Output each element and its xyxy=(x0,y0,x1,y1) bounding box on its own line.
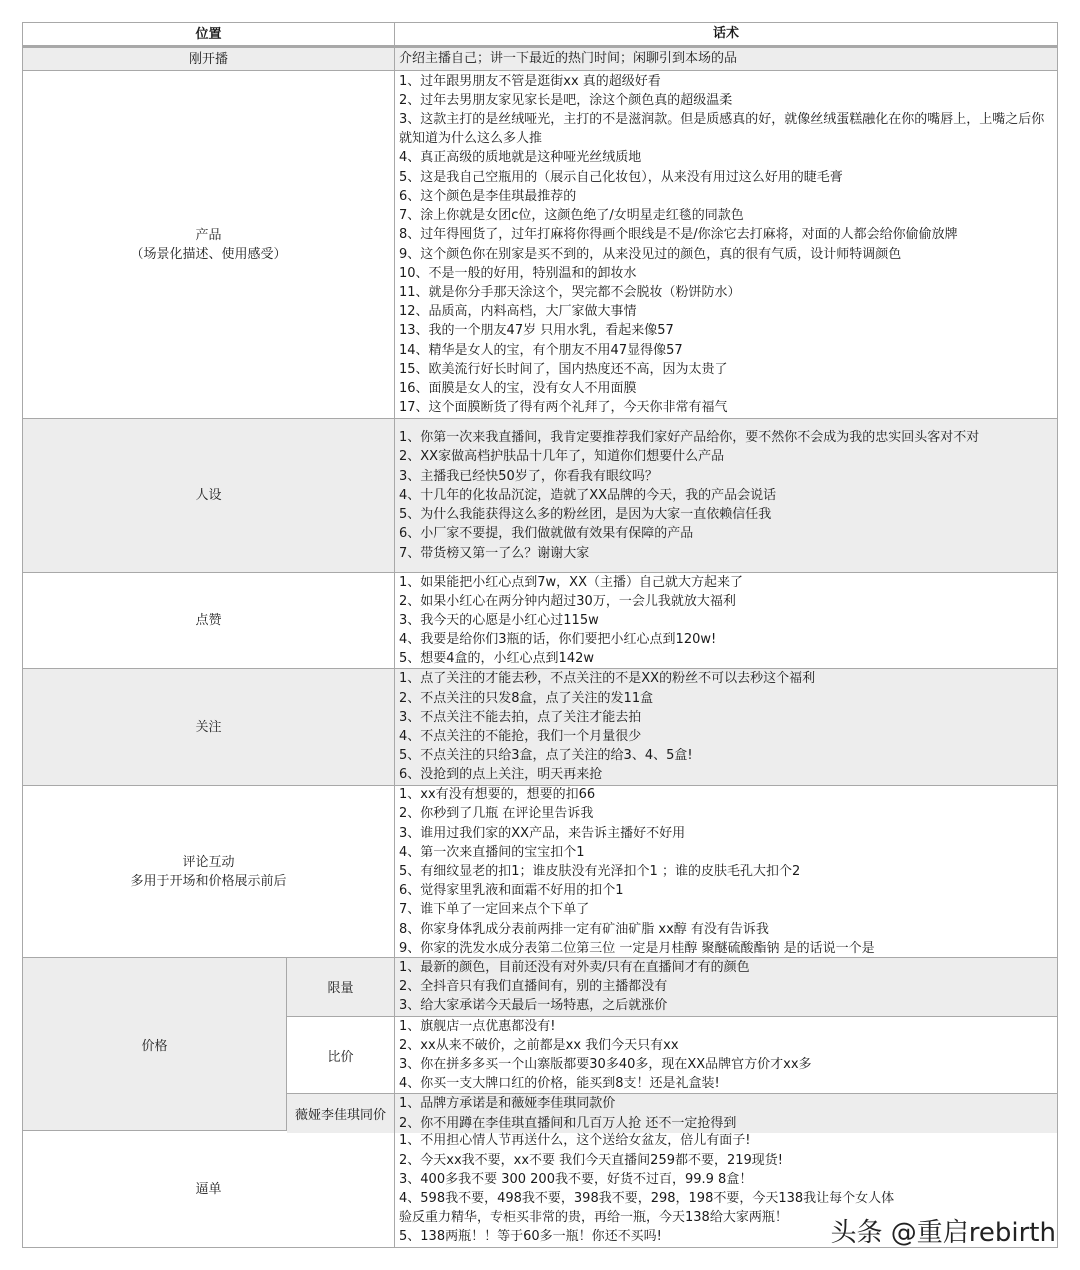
script-line: 4、我要是给你们3瓶的话，你们要把小红心点到120w! xyxy=(399,632,717,648)
category-label: 点赞 xyxy=(195,613,222,628)
subcategory-cell xyxy=(287,958,395,1016)
script-line: 7、带货榜又第一了么？谢谢大家 xyxy=(399,545,590,561)
script-cell xyxy=(395,669,1057,785)
script-line: 13、我的一个朋友47岁 只用水乳，看起来像57 xyxy=(399,323,674,339)
category-label: 逼单 xyxy=(195,1181,222,1197)
script-line: 1、如果能把小红心点到7w，XX（主播）自己就大方起来了 xyxy=(399,574,743,590)
script-line: 7、谁下单了一定回来点个下单了 xyxy=(399,902,590,918)
subcategory-label: 限量 xyxy=(327,981,354,997)
script-line: 9、你家的洗发水成分表第二位第三位 一定是月桂醇 聚醚硫酸酯钠 是的话说一个是 xyxy=(399,940,875,956)
script-line: 3、这款主打的是丝绒哑光，主打的不是滋润款。但是质感真的好，就像丝绒蛋糕融化在你的嘴唇上，上嘴之后你就知道为什么这么多人推 xyxy=(399,112,1045,147)
script-line: 1、你第一次来我直播间，我肯定要推荐我们家好产品给你，要不然你不会成为我的忠实回头客对不对 xyxy=(399,430,980,446)
script-line: 6、没抢到的点上关注，明天再来抢 xyxy=(399,767,603,783)
script-line: 2、xx从来不破价，之前都是xx 我们今天只有xx xyxy=(399,1037,679,1053)
script-line: 3、我今天的心愿是小红心过115w xyxy=(399,612,599,628)
script-cell xyxy=(395,786,1057,957)
script-line: 3、给大家承诺今天最后一场特惠，之后就涨价 xyxy=(399,998,668,1014)
script-line: 介绍主播自己；讲一下最近的热门时间；闲聊引到本场的品 xyxy=(399,51,738,67)
table-row-product xyxy=(23,70,1057,418)
price-subrows xyxy=(287,958,1057,1130)
script-line: 2、今天xx我不要，xx不要 我们今天直播间259都不要，219现货! xyxy=(399,1152,784,1168)
script-line: 11、就是你分手那天涂这个，哭完都不会脱妆（粉饼防水） xyxy=(399,284,741,300)
subrow-same-price xyxy=(287,1093,1057,1132)
script-line: 5、为什么我能获得这么多的粉丝团，是因为大家一直依赖信任我 xyxy=(399,507,772,523)
subcategory-label: 比价 xyxy=(327,1049,354,1065)
script-line: 5、这是我自己空瓶用的（展示自己化妆包），从来没有用过这么好用的睫毛膏 xyxy=(399,169,843,185)
subcategory-cell xyxy=(287,1094,395,1132)
script-cell xyxy=(395,1017,1057,1094)
category-cell xyxy=(23,419,395,572)
script-line: 2、不点关注的只发8盒，点了关注的发11盒 xyxy=(399,690,654,706)
script-line: 1、不用担心情人节再送什么，这个送给女盆友，倍儿有面子! xyxy=(399,1133,751,1149)
script-line: 3、你在拼多多买一个山寨版都要30多40多，现在XX品牌官方价才xx多 xyxy=(399,1057,812,1073)
script-cell xyxy=(395,48,1057,70)
table-row-likes xyxy=(23,572,1057,668)
header-position: 位置 xyxy=(23,23,395,45)
script-line: 15、欧美流行好长时间了，国内热度还不高，因为太贵了 xyxy=(399,361,728,377)
subrow-limited xyxy=(287,958,1057,1016)
script-line: 4、真正高级的质地就是这种哑光丝绒质地 xyxy=(399,150,642,166)
script-line: 4、你买一支大牌口红的价格，能买到8支！还是礼盒装! xyxy=(399,1076,720,1092)
script-line: 1、过年跟男朋友不管是逛街xx 真的超级好看 xyxy=(399,73,661,89)
table-row-comment-interaction xyxy=(23,785,1057,957)
category-subtitle: 多用于开场和价格展示前后 xyxy=(130,873,287,889)
script-line: 6、这个颜色是李佳琪最推荐的 xyxy=(399,188,577,204)
script-line: 4、第一次来直播间的宝宝扣个1 xyxy=(399,844,585,860)
script-line: 8、你家身体乳成分表前两排一定有矿油矿脂 xx醇 有没有告诉我 xyxy=(399,921,769,937)
script-line: 16、面膜是女人的宝，没有女人不用面膜 xyxy=(399,380,637,396)
script-line: 14、精华是女人的宝，有个朋友不用47显得像57 xyxy=(399,342,683,358)
script-line: 12、品质高，内料高档，大厂家做大事情 xyxy=(399,304,637,320)
category-label: 产品 xyxy=(195,227,222,243)
script-line: 4、598我不要，498我不要，398我不要，298，198不要，今天138我让每个女人体验反重力精华，专柜买非常的贵，再给一瓶，今天138给大家两瓶！ xyxy=(399,1191,895,1226)
header-script: 话术 xyxy=(712,26,739,42)
script-line: 2、过年去男朋友家见家长是吧，涂这个颜色真的超级温柔 xyxy=(399,92,733,108)
category-subtitle: （场景化描述、使用感受） xyxy=(130,246,287,262)
script-line: 1、旗舰店一点优惠都没有! xyxy=(399,1018,556,1034)
script-line: 5、138两瓶！！等于60多一瓶！你还不买吗! xyxy=(399,1229,662,1245)
script-line: 6、小厂家不要提，我们做就做有效果有保障的产品 xyxy=(399,526,694,542)
subrow-price-compare xyxy=(287,1016,1057,1094)
script-line: 6、觉得家里乳液和面霜不好用的扣个1 xyxy=(399,883,624,899)
category-cell xyxy=(23,958,287,1130)
subcategory-label: 薇娅李佳琪同价 xyxy=(294,1108,386,1124)
script-line: 1、最新的颜色，目前还没有对外卖/只有在直播间才有的颜色 xyxy=(399,960,750,975)
script-line: 2、全抖音只有我们直播间有，别的主播都没有 xyxy=(399,979,668,995)
script-line: 1、品牌方承诺是和薇娅李佳琪同款价 xyxy=(399,1096,616,1112)
script-line: 2、如果小红心在两分钟内超过30万，一会儿我就放大福利 xyxy=(399,593,736,609)
category-label: 人设 xyxy=(195,488,222,503)
script-line: 5、不点关注的只给3盒，点了关注的给3、4、5盒! xyxy=(399,748,693,764)
script-line: 4、不点关注的不能抢，我们一个月量很少 xyxy=(399,729,642,744)
script-line: 2、你不用蹲在李佳琪直播间和几百万人抢 还不一定抢得到 xyxy=(399,1115,737,1131)
category-label: 刚开播 xyxy=(188,51,228,67)
sales-script-table xyxy=(22,22,1058,1248)
category-cell xyxy=(23,71,395,418)
table-header-row xyxy=(23,23,1057,47)
category-label: 价格 xyxy=(141,1038,168,1054)
category-label: 评论互动 xyxy=(182,854,235,870)
subcategory-cell xyxy=(287,1017,395,1094)
script-line: 9、这个颜色你在别家是买不到的，从来没见过的颜色，真的很有气质，设计师特调颜色 xyxy=(399,246,902,262)
watermark: 头条 @重启rebirth xyxy=(830,1218,1056,1248)
category-label: 关注 xyxy=(195,719,222,735)
script-cell xyxy=(395,1094,1057,1132)
script-cell xyxy=(395,419,1057,572)
script-line: 7、涂上你就是女团c位，这颜色绝了/女明星走红毯的同款色 xyxy=(399,208,744,224)
category-cell xyxy=(23,1131,395,1247)
category-cell xyxy=(23,48,395,70)
script-line: 2、XX家做高档护肤品十几年了，知道你们想要什么产品 xyxy=(399,449,725,465)
script-line: 3、谁用过我们家的XX产品，来告诉主播好不好用 xyxy=(399,825,686,841)
table-row-persona xyxy=(23,418,1057,572)
script-line: 10、不是一般的好用，特别温和的卸妆水 xyxy=(399,265,637,281)
script-line: 8、过年得囤货了，过年打麻将你得画个眼线是不是/你涂它去打麻将，对面的人都会给你偷偷放牌 xyxy=(399,227,958,243)
script-line: 5、想要4盒的，小红心点到142w xyxy=(399,651,594,667)
category-cell xyxy=(23,669,395,785)
script-line: 3、主播我已经快50岁了，你看我有眼纹吗？ xyxy=(399,468,658,484)
script-line: 3、400多我不要 300 200我不要，好货不过百，99.9 8盒！ xyxy=(399,1171,753,1187)
script-line: 1、点了关注的才能去秒，不点关注的不是XX的粉丝不可以去秒这个福利 xyxy=(399,671,816,687)
script-line: 3、不点关注不能去拍，点了关注才能去拍 xyxy=(399,709,642,725)
category-cell xyxy=(23,786,395,957)
script-line: 1、xx有没有想要的，想要的扣66 xyxy=(399,787,596,803)
category-cell xyxy=(23,573,395,668)
script-cell xyxy=(395,573,1057,668)
table-row-opening xyxy=(23,47,1057,70)
script-cell xyxy=(395,71,1057,418)
table-row-follow xyxy=(23,668,1057,785)
script-line: 5、有细纹显老的扣1；谁皮肤没有光泽扣个1 ；谁的皮肤毛孔大扣个2 xyxy=(399,863,801,879)
script-line: 2、你秒到了几瓶 在评论里告诉我 xyxy=(399,806,594,822)
script-cell xyxy=(395,958,1057,1016)
table-row-price xyxy=(23,957,1057,1130)
script-line: 17、这个面膜断货了得有两个礼拜了，今天你非常有福气 xyxy=(399,400,728,416)
script-line: 4、十几年的化妆品沉淀，造就了XX品牌的今天，我的产品会说话 xyxy=(399,487,777,503)
